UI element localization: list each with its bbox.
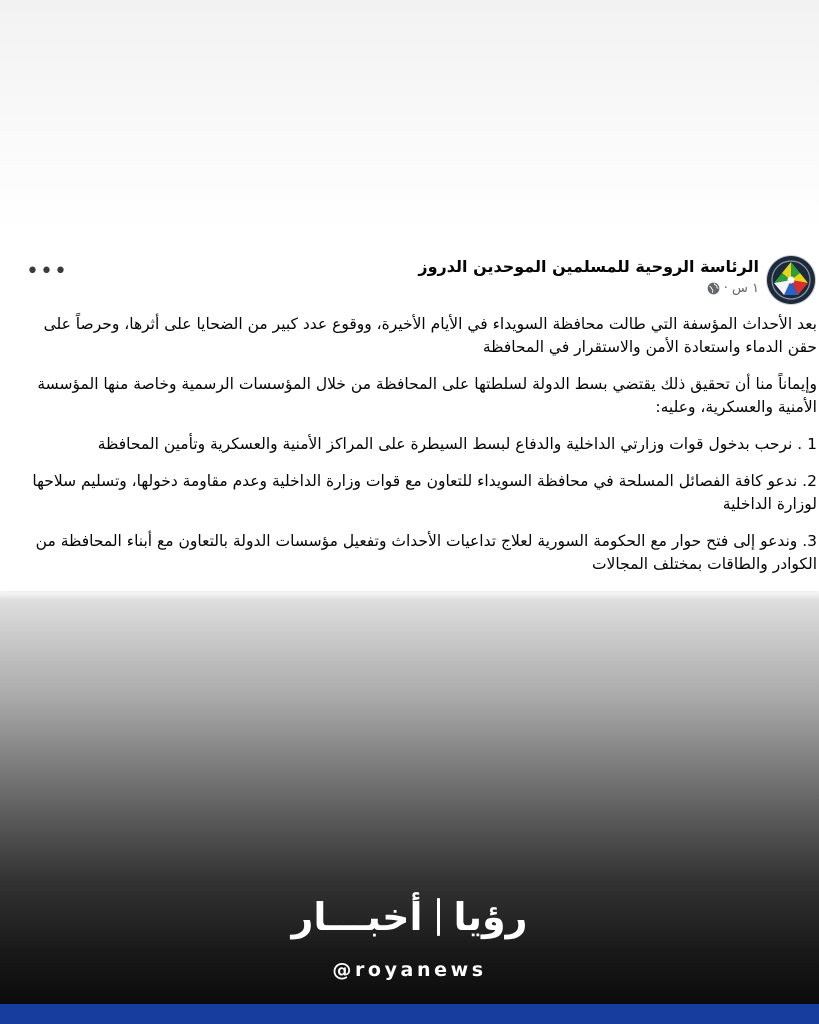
social-handle: @royanews xyxy=(332,959,487,981)
post-paragraph: وإيماناً منا أن تحقيق ذلك يقتضي بسط الدولة لسلطتها على المحافظة من خلال المؤسسات الرسمية وخاصة منها المؤسسة الأمنية والعسكرية، وعليه: xyxy=(37,375,817,416)
page-avatar[interactable] xyxy=(767,256,815,304)
logo-roya-text: رؤيا xyxy=(453,895,528,939)
post-card xyxy=(0,241,819,591)
post-meta xyxy=(707,281,759,296)
post-body xyxy=(17,313,817,590)
post-paragraph: 3. وندعو إلى فتح حوار مع الحكومة السورية لعلاج تداعيات الأحداث وتفعيل مؤسسات الدولة بالتعاون مع أبناء المحافظة من الكوادر والطاقات بمختلف المجالات xyxy=(35,532,817,573)
post-timestamp[interactable]: ١ س · xyxy=(723,281,759,296)
brand-bottom-bar xyxy=(0,1004,819,1024)
roya-news-logo xyxy=(0,895,819,939)
logo-akhbar-text: أخبـــار xyxy=(291,895,423,939)
post-author-name[interactable]: الرئاسة الروحية للمسلمين الموحدين الدروز xyxy=(418,257,759,276)
post-paragraph: 2. ندعو كافة الفصائل المسلحة في محافظة السويداء للتعاون مع قوات وزارة الداخلية وعدم مقاومة دخولها، وتسليم سلاحها لوزارة الداخلية xyxy=(32,472,817,513)
more-dots-icon[interactable]: ••• xyxy=(26,259,68,284)
globe-icon xyxy=(707,282,720,295)
post-paragraph: بعد الأحداث المؤسفة التي طالت محافظة السويداء في الأيام الأخيرة، ووقوع عدد كبير من الضحايا على أثرها، وحرصاً على حقن الدماء واستعادة الأمن والاستقرار في المحافظة xyxy=(43,315,817,356)
five-color-star-emblem-icon xyxy=(767,256,815,304)
logo-divider xyxy=(437,898,440,936)
post-paragraph: 1 . نرحب بدخول قوات وزارتي الداخلية والدفاع لبسط السيطرة على المراكز الأمنية والعسكرية وتأمين المحافظة xyxy=(97,435,817,453)
roya-news-branding xyxy=(0,895,819,981)
